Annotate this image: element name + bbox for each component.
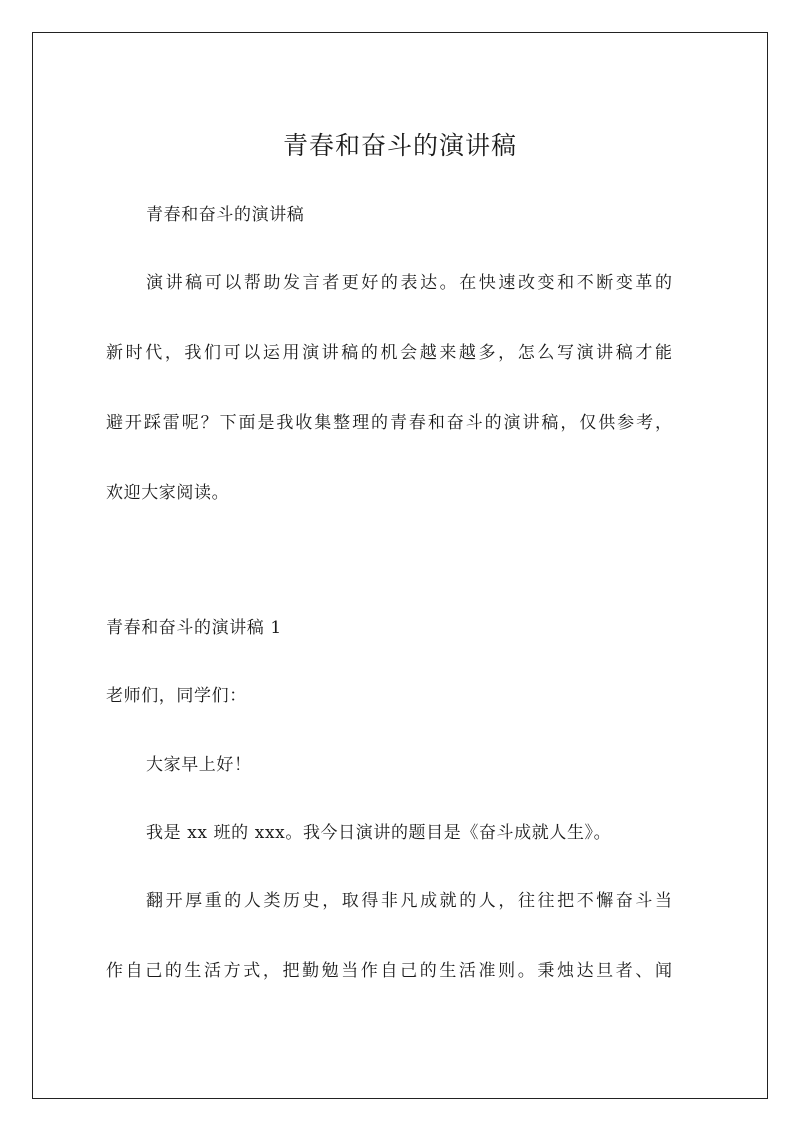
page-border <box>32 32 768 1099</box>
intro-line-3: 避开踩雷呢？下面是我收集整理的青春和奋斗的演讲稿，仅供参考， <box>106 413 672 433</box>
body-line-2: 作自己的生活方式，把勤勉当作自己的生活准则。秉烛达旦者、闻 <box>106 961 672 981</box>
body-line-1: 翻开厚重的人类历史，取得非凡成就的人，往往把不懈奋斗当 <box>146 891 672 911</box>
intro-line-2: 新时代，我们可以运用演讲稿的机会越来越多，怎么写演讲稿才能 <box>106 343 672 363</box>
greeting: 大家早上好！ <box>146 755 252 775</box>
document-title: 青春和奋斗的演讲稿 <box>282 131 517 160</box>
self-intro: 我是 xx 班的 xxx。我今日演讲的题目是《奋斗成就人生》。 <box>146 823 612 843</box>
salutation: 老师们，同学们： <box>106 686 247 706</box>
intro-line-4: 欢迎大家阅读。 <box>106 483 230 503</box>
section-heading: 青春和奋斗的演讲稿 1 <box>106 618 282 638</box>
intro-line-1: 演讲稿可以帮助发言者更好的表达。在快速改变和不断变革的 <box>146 273 672 293</box>
document-subtitle: 青春和奋斗的演讲稿 <box>146 205 305 225</box>
